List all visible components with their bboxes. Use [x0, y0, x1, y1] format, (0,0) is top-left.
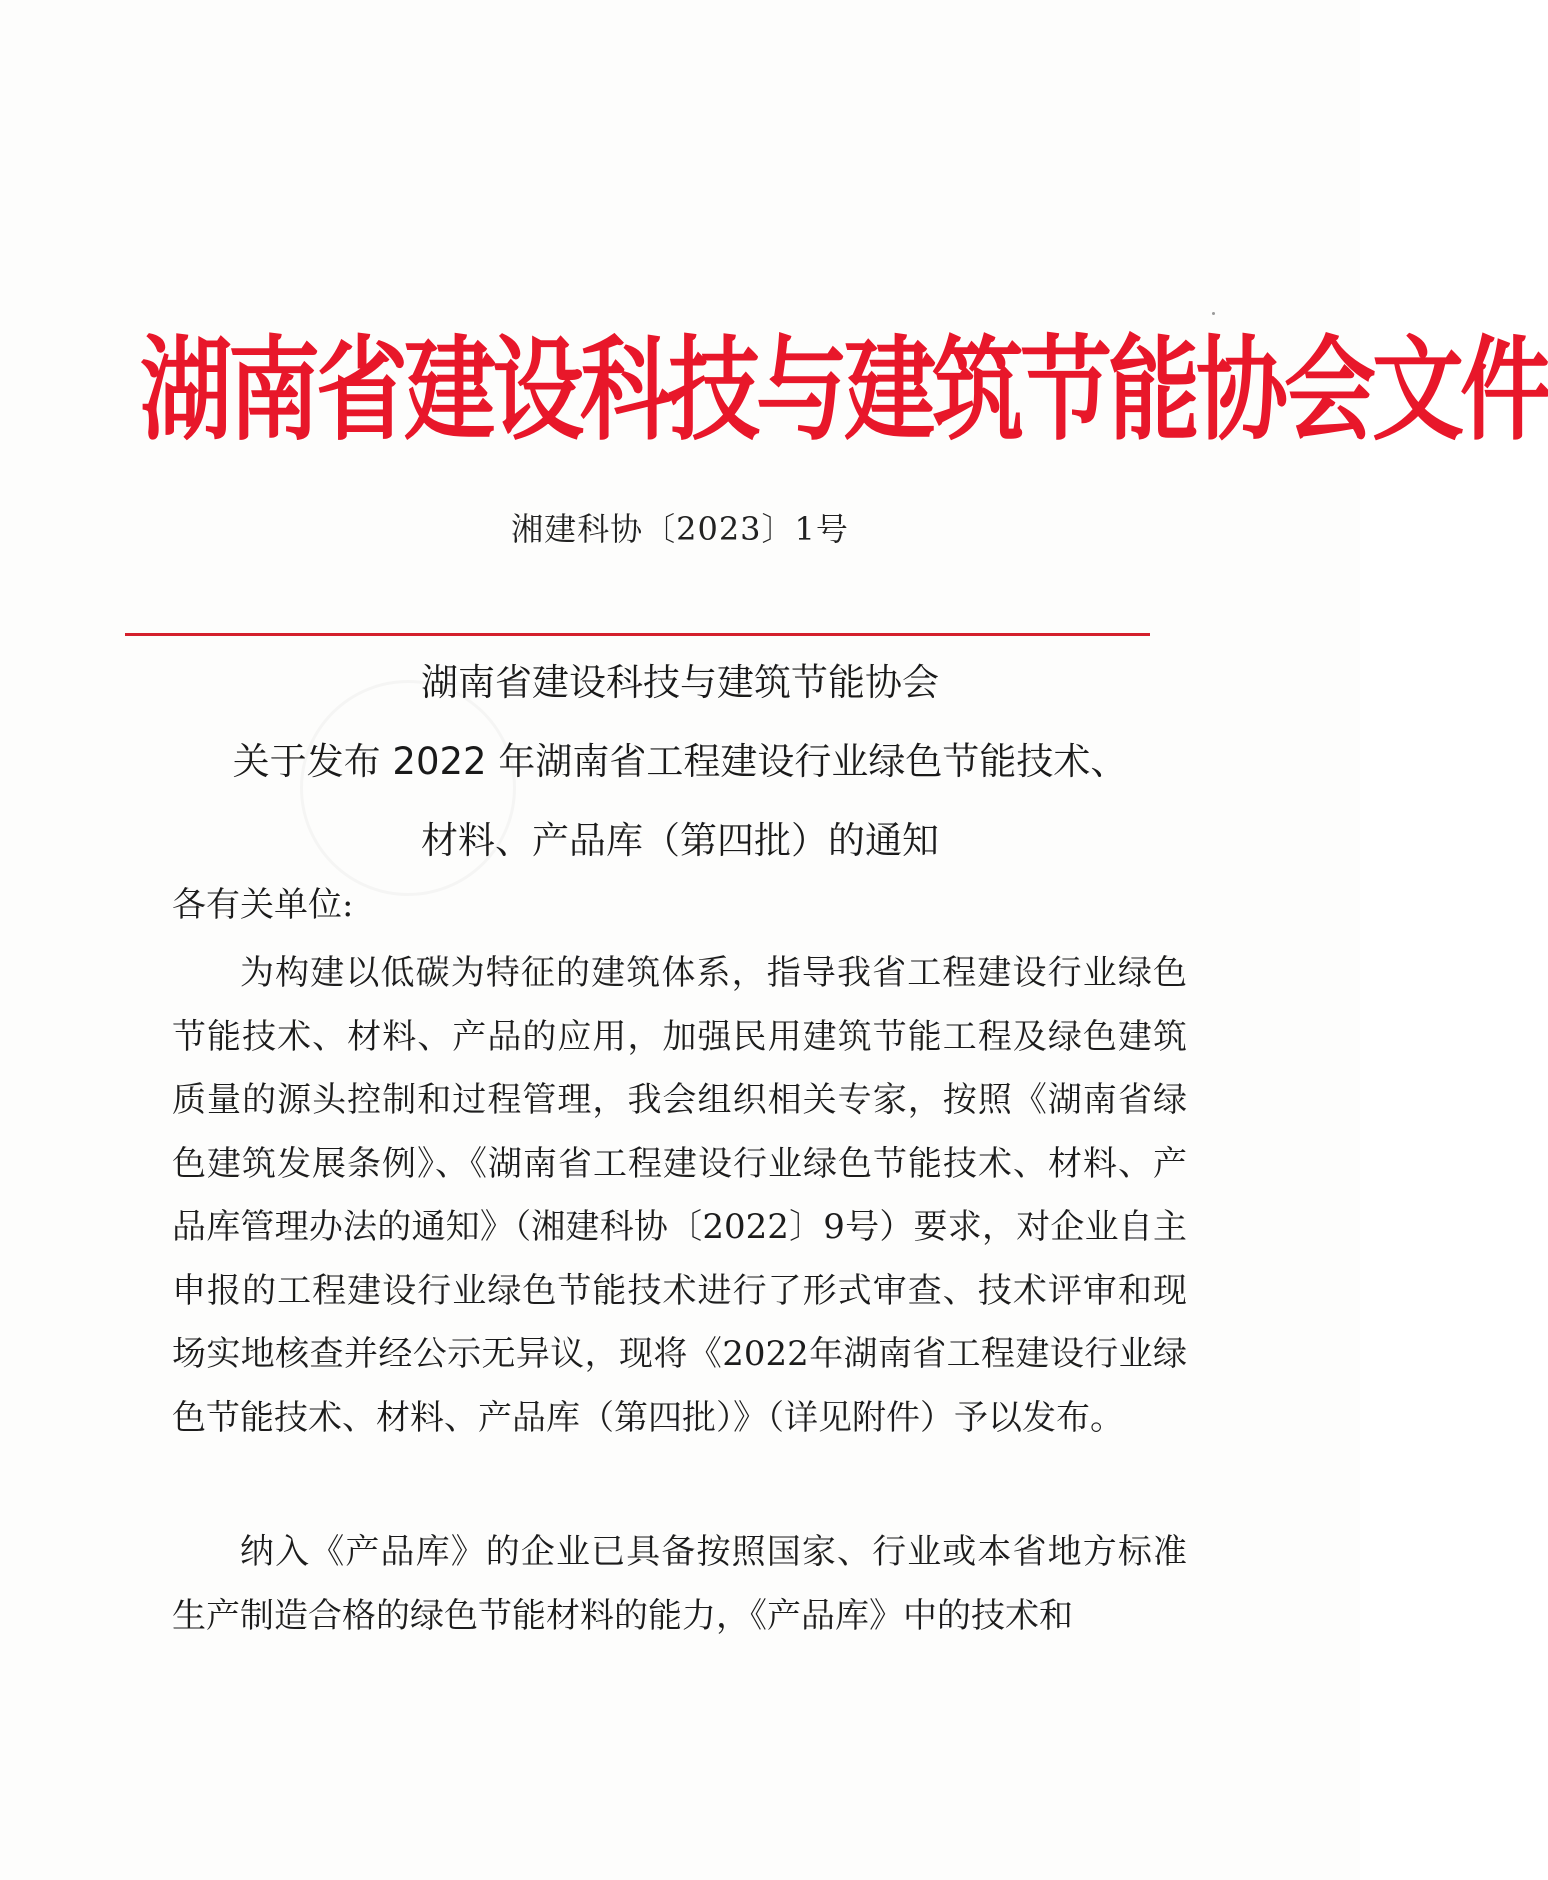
scan-speck: [1212, 312, 1215, 315]
title-line-1: 湖南省建设科技与建筑节能协会: [421, 661, 939, 704]
organization-header: 湖南省建设科技与建筑节能协会文件: [140, 325, 1548, 456]
document-number: 湘建科协〔2023〕1号: [511, 510, 849, 548]
title-line-3: 材料、产品库（第四批）的通知: [421, 819, 939, 862]
red-divider-line: [125, 633, 1150, 636]
salutation: 各有关单位:: [172, 885, 354, 925]
body-paragraph-2: 纳入《产品库》的企业已具备按照国家、行业或本省地方标准生产制造合格的绿色节能材料的能力，《产品库》中的技术和: [172, 1532, 1187, 1636]
title-line-2: 关于发布 2022 年湖南省工程建设行业绿色节能技术、: [232, 740, 1128, 783]
body-paragraph-1: 为构建以低碳为特征的建筑体系，指导我省工程建设行业绿色节能技术、材料、产品的应用，加强民用建筑节能工程及绿色建筑质量的源头控制和过程管理，我会组织相关专家，按照《湖南省绿色建筑发展条例》、《湖南省工程建设行业绿色节能技术、材料、产品库管理办法的通知》（湘建科协〔2022〕9号）要求，对企业自主申报的工程建设行业绿色节能技术进行了形式审查、技术评审和现场实地核查并经公示无异议，现将《2022年湖南省工程建设行业绿色节能技术、材料、产品库（第四批）》（详见附件）予以发布。: [172, 953, 1187, 1438]
